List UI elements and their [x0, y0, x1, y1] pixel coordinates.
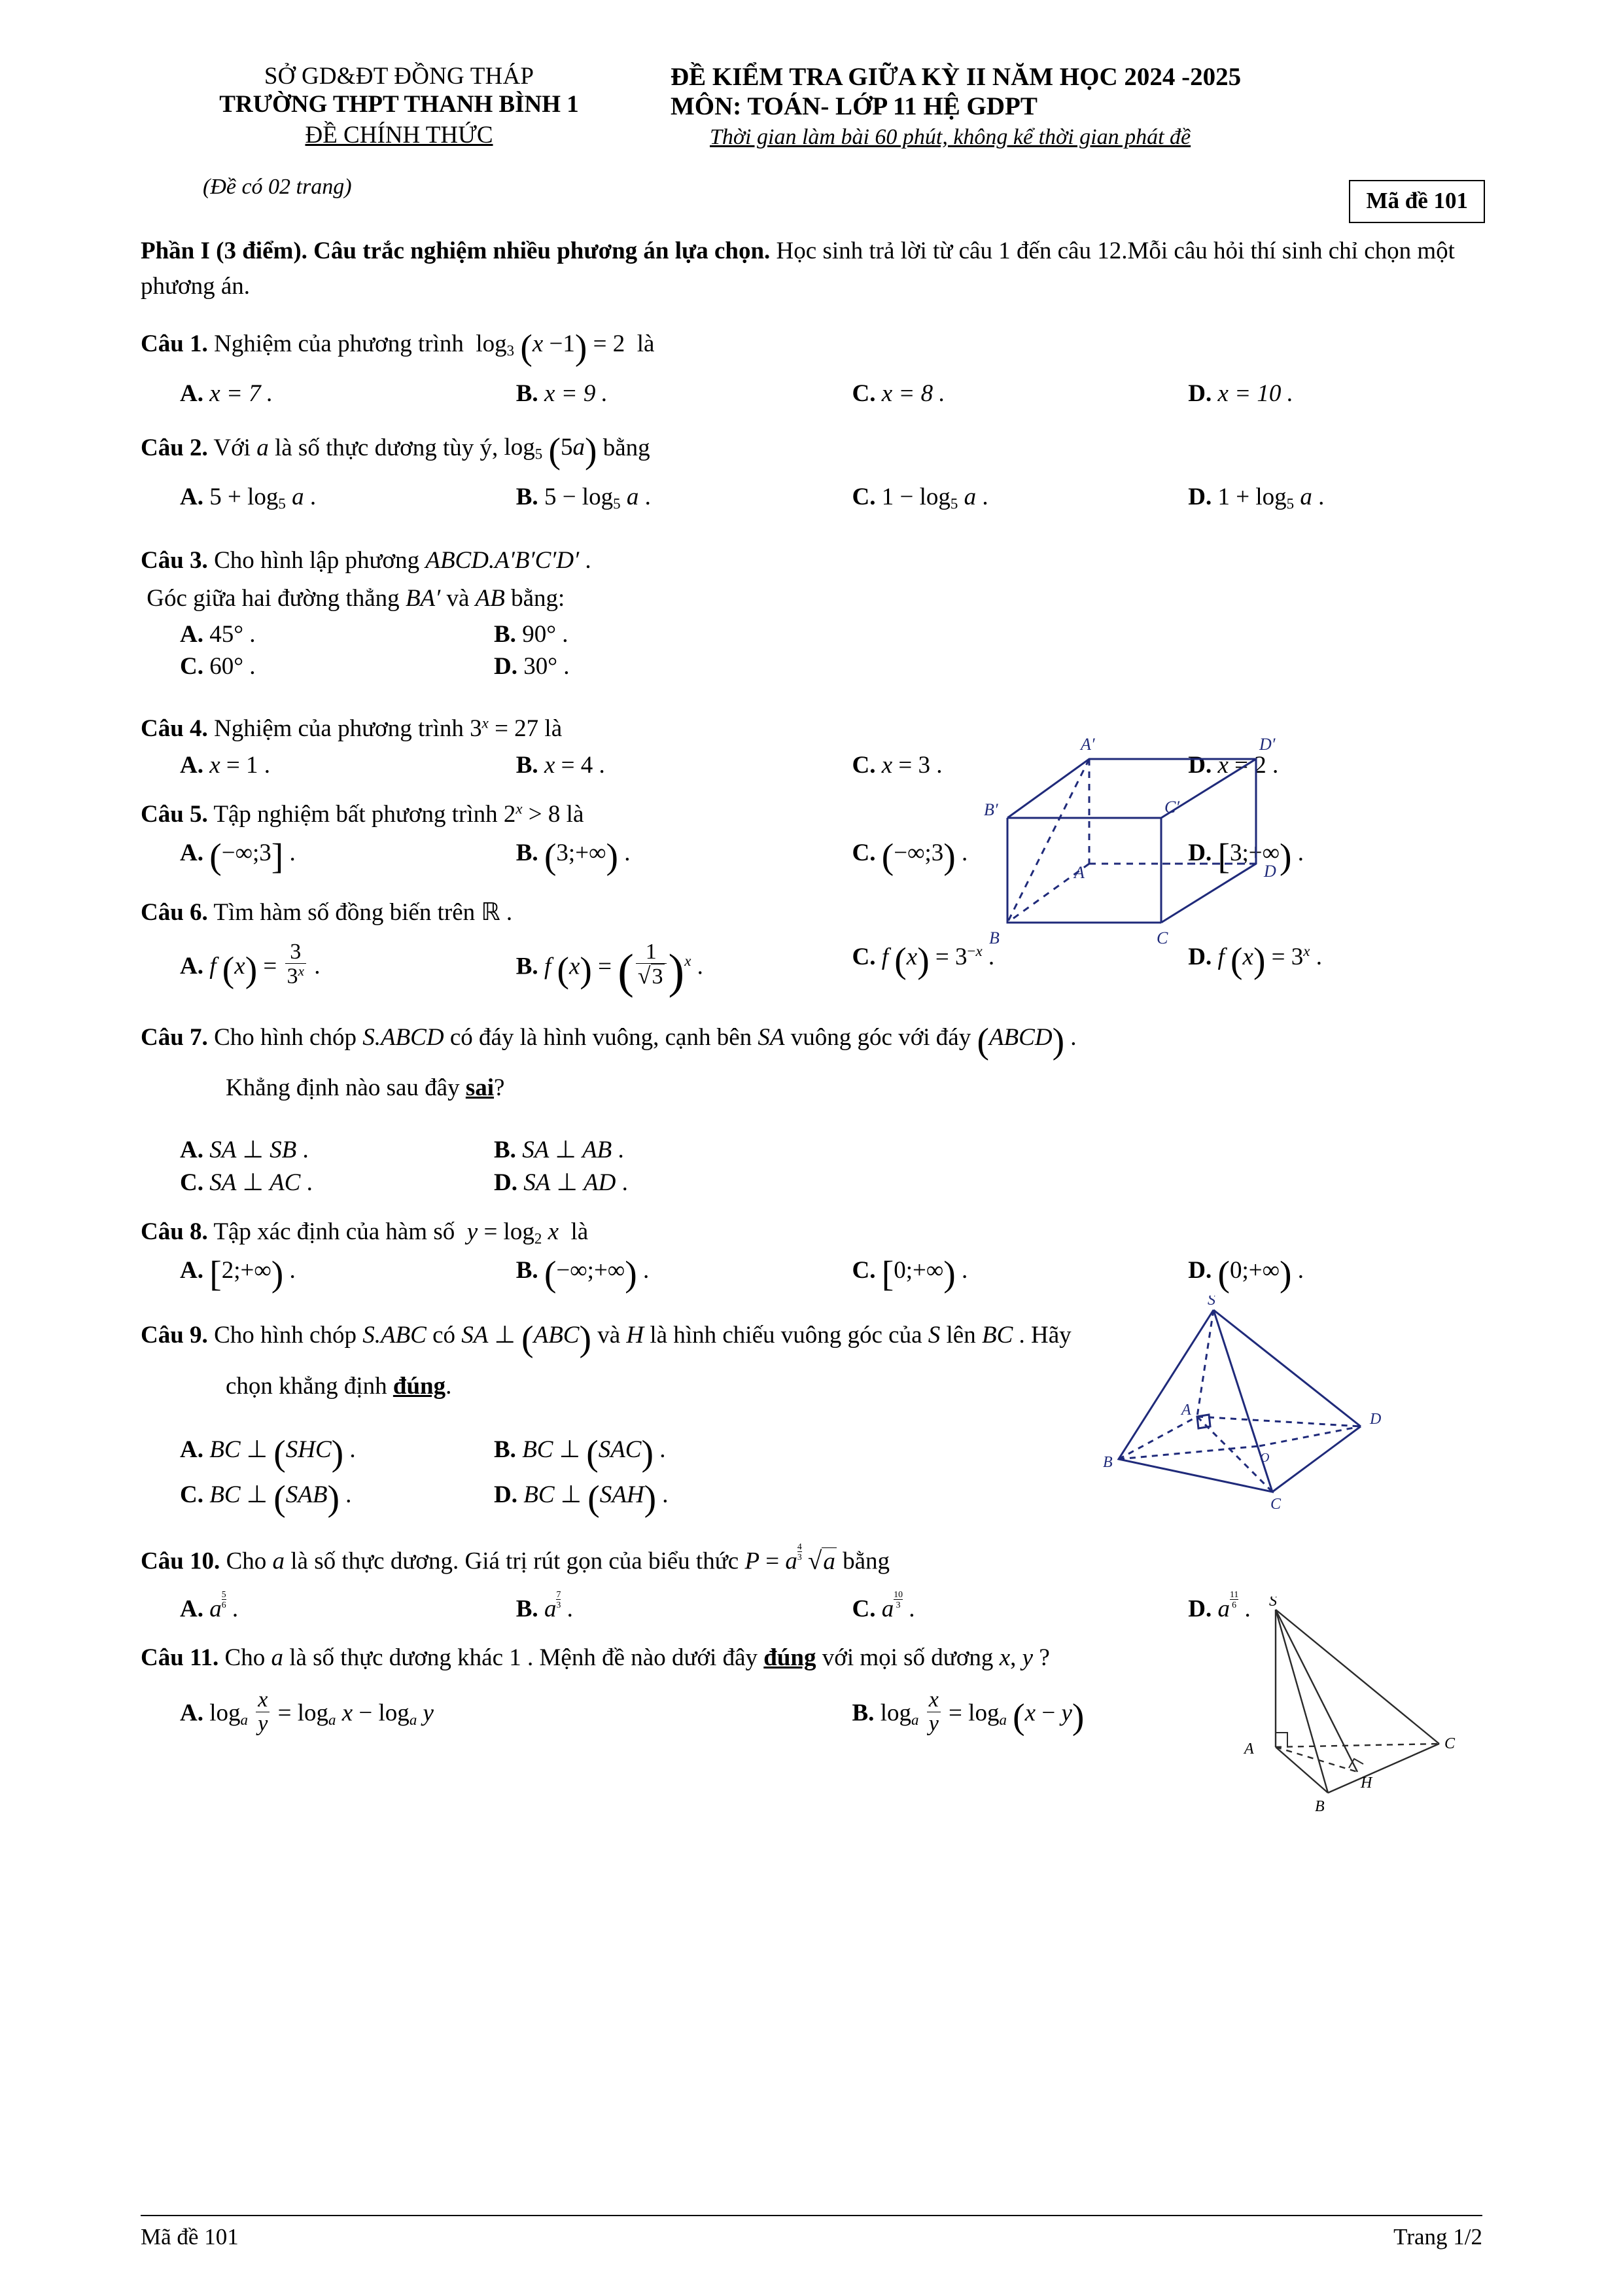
- question-9-line2: chọn khẳng định đúng.: [226, 1372, 452, 1400]
- question-7-options-row1: [141, 1135, 808, 1164]
- question-5: Câu 5. Tập nghiệm bất phương trình $2^x > 8$ là: [141, 800, 584, 828]
- question-3-line2: Góc giữa hai đường thẳng BA′ và AB bằng:: [141, 584, 565, 612]
- cube-label-B: B: [989, 928, 1000, 947]
- question-2: Câu 2. Với a là số thực dương tùy ý, $\log_5 (5a)$ bằng: [141, 431, 650, 472]
- question-6-options: [141, 940, 1524, 1000]
- option-d[interactable]: D. BC ⊥ (SAH) .: [494, 1479, 669, 1519]
- question-3-label: Câu 3.: [141, 547, 208, 574]
- option-c[interactable]: C. SA ⊥ AC .: [180, 1169, 313, 1196]
- question-4-options: [141, 751, 1524, 779]
- question-10-label: Câu 10.: [141, 1547, 220, 1575]
- option-d[interactable]: D. x = 10 .: [1188, 380, 1293, 407]
- option-d[interactable]: D. f $(x) = 3^x$ .: [1188, 940, 1322, 981]
- question-2-label: Câu 2.: [141, 434, 208, 461]
- question-7: Câu 7. Cho hình chóp S.ABCD có đáy là hình vuông, cạnh bên SA vuông góc với đáy (ABCD) .: [141, 1021, 1077, 1061]
- option-c[interactable]: C. [0;+∞) .: [852, 1254, 968, 1295]
- exam-title: ĐỀ KIỂM TRA GIỮA KỲ II NĂM HỌC 2024 -2025: [671, 63, 1242, 91]
- option-c[interactable]: C. (−∞;3) .: [852, 837, 968, 877]
- option-d[interactable]: D. a $^{\frac{11}{6}}$ .: [1188, 1589, 1251, 1623]
- sabc-label-H: H: [1361, 1775, 1372, 1792]
- cube-label-A: A: [1074, 863, 1085, 882]
- option-a[interactable]: A. $5 + \log_5 a$ .: [180, 483, 317, 512]
- option-d[interactable]: D. 30° .: [494, 653, 570, 680]
- sabc-label-A: A: [1244, 1740, 1254, 1757]
- school-dept: SỞ GD&ĐT ĐỒNG THÁP: [264, 63, 534, 90]
- question-4-label: Câu 4.: [141, 715, 208, 743]
- footer-code: Mã đề 101: [141, 2224, 239, 2250]
- cube-label-C: C: [1157, 928, 1168, 947]
- document-header: [141, 62, 1485, 150]
- pyramid-label-B: B: [1103, 1454, 1113, 1471]
- question-6-label: Câu 6.: [141, 899, 208, 927]
- option-b[interactable]: B. f (x) = ( $\frac{1}{√3}$ )$^x$ .: [515, 939, 703, 998]
- option-b[interactable]: B. $\log_a$ $\frac{x}{y}$ = $\log_a (x - y)$: [852, 1687, 1085, 1737]
- question-9-label: Câu 9.: [141, 1322, 208, 1349]
- pyramid-label-S: S: [1208, 1296, 1215, 1309]
- question-2-options: [141, 483, 1524, 512]
- question-9-options-row2: [141, 1478, 808, 1519]
- exam-duration: Thời gian làm bài 60 phút, không kể thời gian phát đề: [710, 125, 1191, 149]
- option-c[interactable]: C. f $(x) = 3^{-x}$ .: [852, 940, 995, 981]
- option-c[interactable]: C. x = 3 .: [852, 751, 943, 779]
- question-5-label: Câu 5.: [141, 800, 208, 828]
- figure-pyramid-sabcd: [1099, 1296, 1400, 1531]
- option-b[interactable]: B. x = 4 .: [515, 751, 605, 779]
- sabc-label-S: S: [1269, 1597, 1277, 1610]
- cube-label-D1: D′: [1259, 735, 1276, 754]
- option-b[interactable]: B. x = 9 .: [515, 380, 608, 407]
- question-5-options: [141, 836, 1524, 877]
- cube-label-B1: B′: [984, 800, 998, 819]
- option-d[interactable]: D. [3;+∞) .: [1188, 837, 1304, 877]
- option-a[interactable]: A. f (x) = $\frac{3}{3^x}$ .: [180, 939, 321, 990]
- question-9-options-row1: [141, 1433, 808, 1474]
- question-1-text-after: là: [637, 330, 655, 358]
- sabc-label-B: B: [1315, 1798, 1325, 1812]
- question-6: Câu 6. Tìm hàm số đồng biến trên ℝ .: [141, 899, 513, 927]
- part1-desc: Học sinh trả lời từ câu 1 đến câu 12.Mỗi câu hỏi thí sinh chỉ chọn một phương án.: [141, 238, 1455, 300]
- option-b[interactable]: B. (3;+∞) .: [515, 837, 631, 877]
- question-3-options-row2: [141, 652, 808, 680]
- question-11-label: Câu 11.: [141, 1644, 219, 1672]
- question-7-label: Câu 7.: [141, 1023, 208, 1051]
- question-8-options: [141, 1254, 1524, 1295]
- question-9: Câu 9. Cho hình chóp S.ABC có SA ⊥ (ABC) và H là hình chiếu vuông góc của S lên BC . Hãy: [141, 1319, 1072, 1360]
- official-label: ĐỀ CHÍNH THỨC: [305, 122, 493, 149]
- question-1-label: Câu 1.: [141, 330, 208, 358]
- question-1-text: Nghiệm của phương trình: [214, 330, 464, 358]
- option-a[interactable]: A. 45° .: [180, 621, 256, 648]
- option-b[interactable]: B. BC ⊥ (SAC) .: [494, 1434, 666, 1474]
- question-3: Câu 3. Cho hình lập phương ABCD.A′B′C′D′ .: [141, 547, 591, 574]
- question-2-formula: $\log_5 (5a)$: [504, 431, 597, 472]
- pyramid-label-C: C: [1270, 1496, 1282, 1513]
- option-c[interactable]: C. a $^{\frac{10}{3}}$ .: [852, 1589, 915, 1623]
- question-8-label: Câu 8.: [141, 1218, 208, 1245]
- question-3-options-row1: [141, 620, 808, 648]
- option-a[interactable]: A. $\log_a$ $\frac{x}{y}$ = $\log_a x - \log_a y$: [180, 1687, 434, 1736]
- part1-heading: [141, 234, 1485, 304]
- header-left: [141, 62, 657, 150]
- option-c[interactable]: C. BC ⊥ (SAB) .: [180, 1479, 352, 1519]
- school-name: TRƯỜNG THPT THANH BÌNH 1: [219, 91, 579, 118]
- option-a[interactable]: A. [2;+∞) .: [180, 1254, 296, 1295]
- figure-pyramid-sabc: [1204, 1597, 1465, 1812]
- cube-label-A1: A′: [1081, 735, 1095, 754]
- question-10: Câu 10. Cho a là số thực dương. Giá trị rút gọn của biểu thức P = a $^{\frac{4}{3}}$ √a bằng: [141, 1542, 890, 1575]
- question-7-options-row2: [141, 1168, 808, 1197]
- option-d[interactable]: D. $1 + \log_5 a$ .: [1188, 483, 1325, 512]
- part1-title: Phần I (3 điểm). Câu trắc nghiệm nhiều phương án lựa chọn.: [141, 238, 771, 264]
- option-a[interactable]: A. BC ⊥ (SHC) .: [180, 1434, 356, 1474]
- option-d[interactable]: D. (0;+∞) .: [1188, 1254, 1304, 1295]
- exam-subject: MÔN: TOÁN- LỚP 11 HỆ GDPT: [671, 92, 1038, 120]
- exam-code-box: Mã đề 101: [1349, 180, 1485, 223]
- footer-divider: [141, 2215, 1482, 2216]
- option-c[interactable]: C. x = 8 .: [852, 380, 945, 407]
- option-c[interactable]: C. 60° .: [180, 653, 256, 680]
- question-4: Câu 4. Nghiệm của phương trình $3^x = 27$ là: [141, 715, 563, 743]
- question-1-options: [141, 380, 1524, 408]
- question-1: [141, 321, 1485, 375]
- pyramid-label-A: A: [1181, 1402, 1191, 1419]
- pyramid-label-D: D: [1370, 1411, 1382, 1428]
- option-b[interactable]: B. a $^{\frac{7}{3}}$ .: [515, 1589, 573, 1623]
- page-footer: [141, 2215, 1482, 2250]
- question-7-line2: Khẳng định nào sau đây sai?: [226, 1074, 505, 1102]
- cube-label-D: D: [1264, 862, 1276, 881]
- option-c[interactable]: C. $1 - \log_5 a$ .: [852, 483, 988, 512]
- question-8: Câu 8. Tập xác định của hàm số $y = \log_2 x$ là: [141, 1218, 589, 1247]
- option-b[interactable]: B. 90° .: [494, 621, 568, 648]
- pages-note: (Đề có 02 trang): [203, 175, 352, 199]
- option-b[interactable]: B. $5 - \log_5 a$ .: [515, 483, 651, 512]
- sabc-label-C: C: [1444, 1735, 1456, 1752]
- footer-page: Trang 1/2: [1393, 2224, 1482, 2250]
- figure-cube: [968, 687, 1308, 962]
- option-d[interactable]: D. SA ⊥ AD .: [494, 1169, 628, 1196]
- question-11: Câu 11. Cho a là số thực dương khác 1 . Mệnh đề nào dưới đây đúng với mọi số dương x, y ?: [141, 1644, 1050, 1672]
- option-a[interactable]: A. x = 1 .: [180, 751, 271, 779]
- cube-label-C1: C′: [1164, 798, 1180, 817]
- option-a[interactable]: A. a $^{\frac{5}{6}}$ .: [180, 1589, 239, 1623]
- option-b[interactable]: B. (−∞;+∞) .: [515, 1254, 650, 1295]
- option-a[interactable]: A. SA ⊥ SB .: [180, 1136, 309, 1163]
- question-1-formula: $\log_3 (x -1) = 2$: [470, 328, 631, 368]
- pyramid-label-O: O: [1260, 1451, 1270, 1465]
- option-a[interactable]: A. (−∞;3] .: [180, 837, 296, 877]
- option-a[interactable]: A. x = 7 .: [180, 380, 273, 407]
- option-d[interactable]: D. x = 2 .: [1188, 751, 1279, 779]
- header-right: [657, 62, 1485, 150]
- option-b[interactable]: B. SA ⊥ AB .: [494, 1136, 624, 1163]
